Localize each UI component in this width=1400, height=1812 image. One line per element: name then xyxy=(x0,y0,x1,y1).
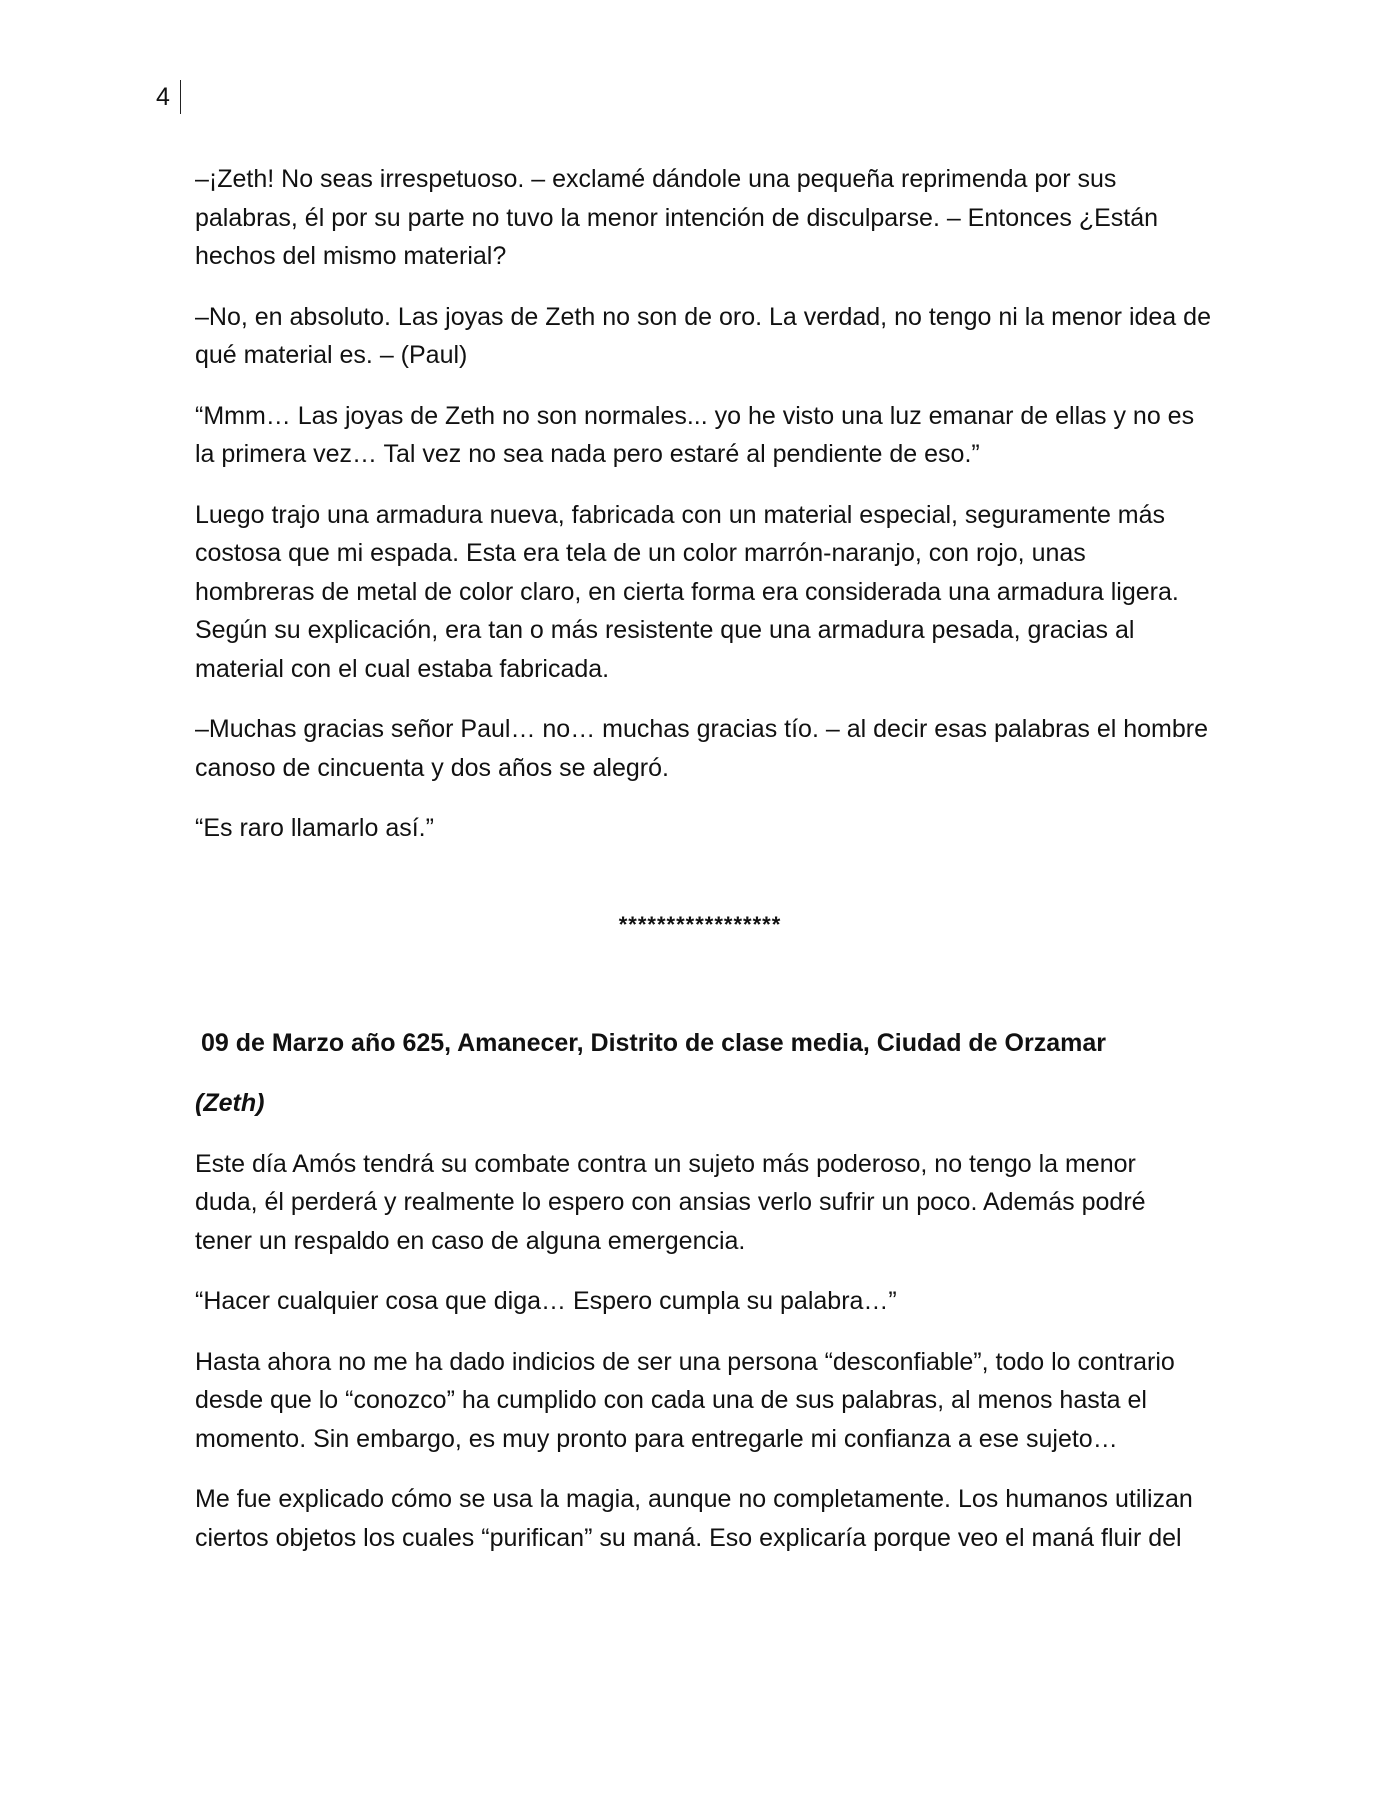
text-line: Este día Amós tendrá su combate contra un sujeto más poderoso, no tengo la menor xyxy=(195,1149,1136,1178)
text-line: qué material es. – (Paul) xyxy=(195,341,468,369)
text-line: “Mmm… Las joyas de Zeth no son normales... yo he visto una luz emanar de ellas y no es xyxy=(195,401,1195,430)
pov-label: (Zeth) xyxy=(195,1089,265,1117)
paragraph xyxy=(195,710,1209,787)
text-line: tener un respaldo en caso de alguna emergencia. xyxy=(195,1226,746,1255)
text-line: palabras, él por su parte no tuvo la menor intención de disculparse. – Entonces ¿Están xyxy=(195,203,1159,232)
text-line: desde que lo “conozco” ha cumplido con cada una de sus palabras, al menos hasta el xyxy=(195,1386,1147,1414)
text-line: Me fue explicado cómo se usa la magia, aunque no completamente. Los humanos utilizan xyxy=(195,1485,1193,1513)
page-number: 4 xyxy=(156,83,170,111)
paragraph xyxy=(195,809,1205,848)
paragraph xyxy=(195,298,1211,375)
text-line: costosa que mi espada. Esta era tela de un color marrón-naranjo, con rojo, unas xyxy=(195,539,1086,567)
paragraph xyxy=(195,1343,1205,1459)
scene-divider: ***************** xyxy=(618,911,782,937)
text-line: “Es raro llamarlo así.” xyxy=(195,814,434,842)
paragraph xyxy=(195,160,1205,276)
text-line: Según su explicación, era tan o más resistente que una armadura pesada, gracias al xyxy=(195,616,1135,644)
text-line: canoso de cincuenta y dos años se alegró. xyxy=(195,753,669,782)
text-line: duda, él perderá y realmente lo espero con ansias verlo sufrir un poco. Además podré xyxy=(195,1188,1146,1216)
paragraph xyxy=(195,496,1205,689)
text-line: la primera vez… Tal vez no sea nada pero estaré al pendiente de eso.” xyxy=(195,440,980,468)
paragraph xyxy=(195,397,1205,474)
section-a xyxy=(195,160,1211,848)
section-b xyxy=(195,1145,1205,1558)
section-heading: 09 de Marzo año 625, Amanecer, Distrito de clase media, Ciudad de Orzamar xyxy=(201,1028,1106,1057)
text-line: –¡Zeth! No seas irrespetuoso. – exclamé dándole una pequeña reprimenda por sus xyxy=(195,165,1117,193)
text-line: Hasta ahora no me ha dado indicios de ser una persona “desconfiable”, todo lo contrario xyxy=(195,1347,1175,1376)
paragraph xyxy=(195,1480,1205,1557)
text-line: momento. Sin embargo, es muy pronto para entregarle mi confianza a ese sujeto… xyxy=(195,1424,1118,1453)
header-rule xyxy=(180,80,181,114)
text-line: hombreras de metal de color claro, en cierta forma era considerada una armadura ligera. xyxy=(195,577,1179,606)
text-line: Luego trajo una armadura nueva, fabricada con un material especial, seguramente más xyxy=(195,500,1166,529)
text-line: ciertos objetos los cuales “purifican” su maná. Eso explicaría porque veo el maná fluir del xyxy=(195,1523,1182,1552)
text-line: –No, en absoluto. Las joyas de Zeth no son de oro. La verdad, no tengo ni la menor idea de xyxy=(195,302,1211,331)
page-header xyxy=(156,80,181,114)
text-line: –Muchas gracias señor Paul… no… muchas gracias tío. – al decir esas palabras el hombre xyxy=(195,715,1209,743)
text-line: hechos del mismo material? xyxy=(195,242,507,270)
text-line: material con el cual estaba fabricada. xyxy=(195,654,610,683)
paragraph xyxy=(195,1282,1205,1321)
paragraph xyxy=(195,1145,1205,1261)
text-line: “Hacer cualquier cosa que diga… Espero cumpla su palabra…” xyxy=(195,1287,897,1315)
page-body xyxy=(195,160,1211,1579)
